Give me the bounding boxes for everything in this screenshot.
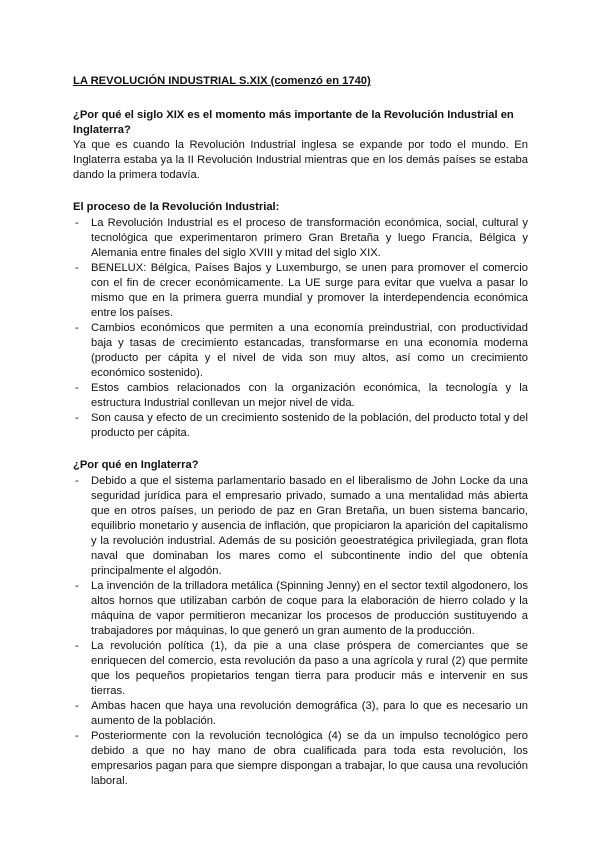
- list-item: [73, 216, 528, 261]
- list-item-text: Estos cambios relacionados con la organización económica, la tecnología y la estructura Industrial conllevan un mejor nivel de vida.: [91, 382, 528, 409]
- list-item: [73, 381, 528, 411]
- dash-bullet: -: [75, 382, 79, 394]
- list-item-text: BENELUX: Bélgica, Países Bajos y Luxemburgo, se unen para promover el comercio con el fin de crecer económicamente. La UE surge para evitar que vuelva a pasar lo mismo que en la primera guerra mundial y promover la interdependencia económica entre los países.: [91, 262, 528, 319]
- list-item-text: La Revolución Industrial es el proceso de transformación económica, social, cultural y tecnológica que experimentaron primero Gran Bretaña y luego Francia, Bélgica y Alemania entre finales del siglo XVIII y mitad del siglo XIX.: [91, 217, 528, 259]
- list-item: [73, 411, 528, 441]
- inglaterra-section: [73, 458, 528, 789]
- list-item: [73, 474, 528, 579]
- dash-bullet: -: [75, 217, 79, 229]
- list-item: [73, 261, 528, 321]
- list-item: [73, 699, 528, 729]
- dash-bullet: -: [75, 640, 79, 652]
- dash-bullet: -: [75, 412, 79, 424]
- dash-bullet: -: [75, 700, 79, 712]
- dash-bullet: -: [75, 580, 79, 592]
- list-item-text: La invención de la trilladora metálica (Spinning Jenny) en el sector textil algodonero, los altos hornos que utilizaban carbón de coque para la elaboración de hierro colado y la máquina de vapor permitieron mecanizar los procesos de producción sustituyendo a trabajadores por máquinas, lo que generó un gran aumento de la producción.: [91, 580, 528, 637]
- dash-bullet: -: [75, 475, 79, 487]
- list-item: [73, 579, 528, 639]
- dash-bullet: -: [75, 730, 79, 742]
- list-item-text: Cambios económicos que permiten a una economía preindustrial, con productividad baja y tasas de crecimiento estancadas, transformarse en una economía moderna (producto per cápita y el nivel de vida son muy altos, así como un crecimiento económico sostenido).: [91, 322, 528, 379]
- list-item-text: Debido a que el sistema parlamentario basado en el liberalismo de John Locke da una seguridad jurídica para el empresario privado, sumado a una mentalidad más abierta que en otros países, un periodo de paz en Gran Bretaña, un buen sistema bancario, equilibrio monetario y ausencia de inflación, que propiciaron la aparición del capitalismo y la revolución industrial. Además de su posición geoestratégica privilegiada, gran flota naval que dominaban los mares como el subcontinente indio del que obtenía principalmente el algodón.: [91, 475, 528, 577]
- dash-bullet: -: [75, 322, 79, 334]
- list-item-text: Ambas hacen que haya una revolución demográfica (3), para lo que es necesario un aumento de la población.: [91, 700, 528, 727]
- list-item: [73, 729, 528, 789]
- intro-answer: Ya que es cuando la Revolución Industrial inglesa se expande por todo el mundo. En Inglaterra estaba ya la II Revolución Industrial mientras que en los demás países se estaba dando la primera todavía.: [73, 139, 528, 181]
- intro-question: ¿Por qué el siglo XIX es el momento más importante de la Revolución Industrial en Inglaterra?: [73, 109, 514, 136]
- proceso-list: [73, 216, 528, 441]
- proceso-heading: El proceso de la Revolución Industrial:: [73, 201, 280, 213]
- proceso-section: [73, 200, 528, 441]
- inglaterra-heading: ¿Por qué en Inglaterra?: [73, 459, 199, 471]
- list-item-text: Son causa y efecto de un crecimiento sostenido de la población, del producto total y del producto per cápita.: [91, 412, 528, 439]
- list-item-text: Posteriormente con la revolución tecnológica (4) se da un impulso tecnológico pero debido a que no hay mano de obra cualificada para toda esta revolución, los empresarios pagan para que siempre dispongan a trabajar, lo que causa una revolución laboral.: [91, 730, 528, 787]
- inglaterra-list: [73, 474, 528, 789]
- dash-bullet: -: [75, 262, 79, 274]
- intro-section: [73, 108, 528, 183]
- list-item: [73, 321, 528, 381]
- document-title: LA REVOLUCIÓN INDUSTRIAL S.XIX (comenzó en 1740): [73, 75, 371, 87]
- list-item-text: La revolución política (1), da pie a una clase próspera de comerciantes que se enriquecen del comercio, esta revolución da paso a una agrícola y rural (2) que permite que los pequeños propietarios tengan tierra para producir más e intervenir en sus tierras.: [91, 640, 528, 697]
- list-item: [73, 639, 528, 699]
